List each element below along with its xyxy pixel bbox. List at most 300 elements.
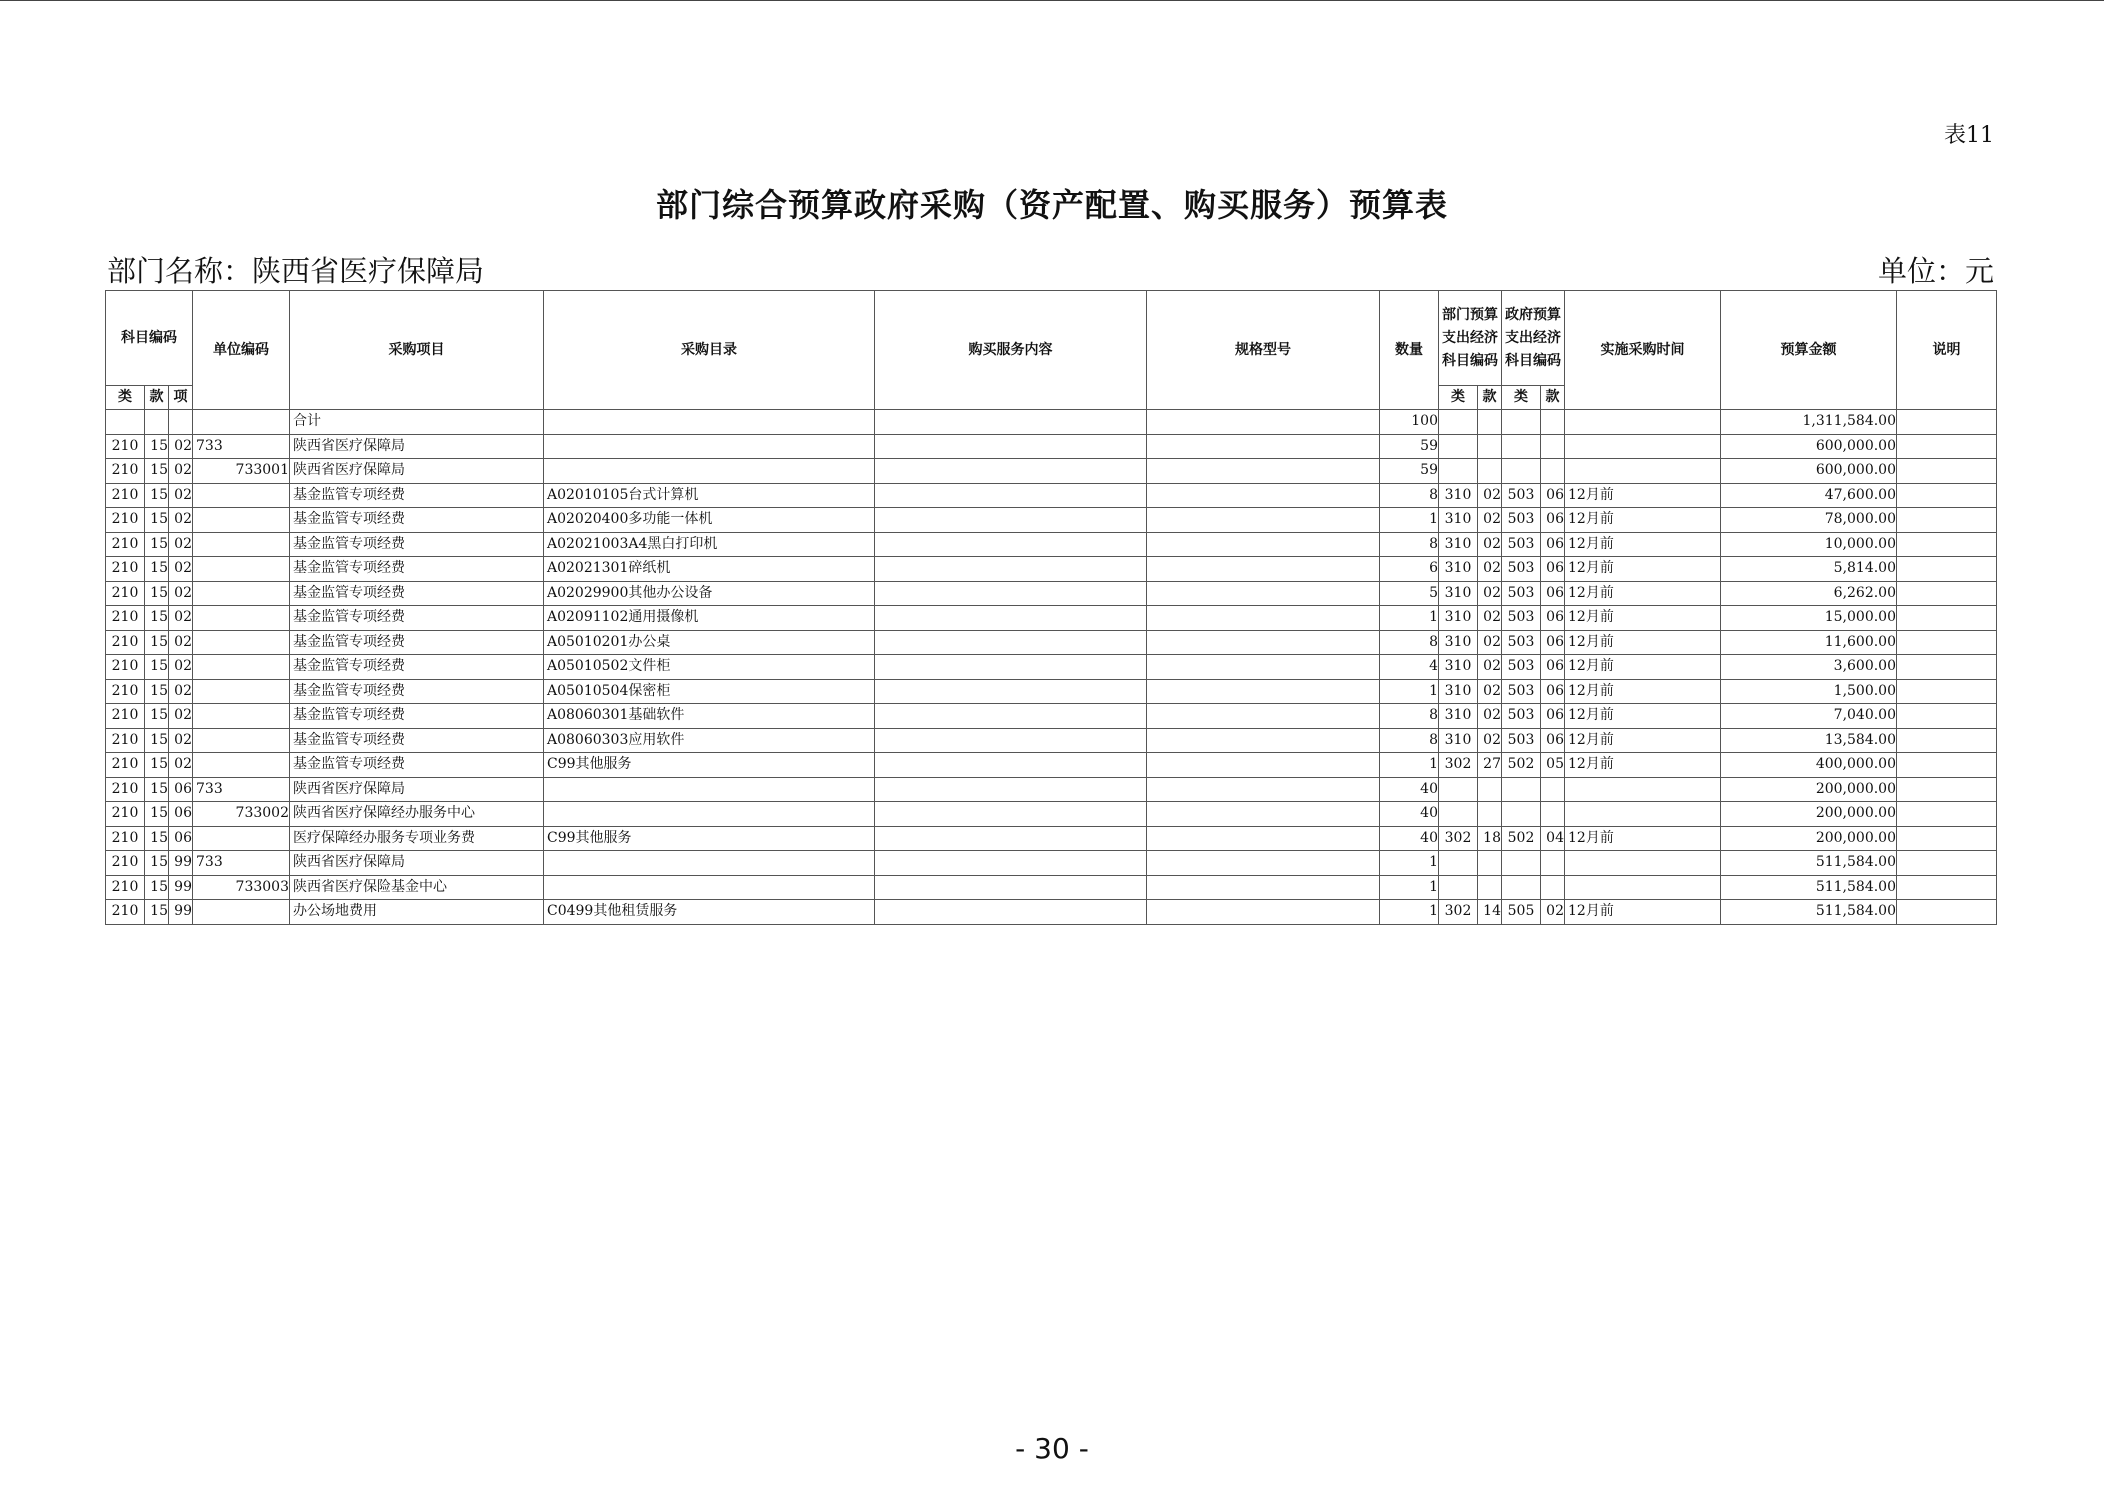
cell-lei: 210 (106, 679, 145, 704)
cell-kuan: 15 (145, 753, 169, 778)
header-dept-econ-line1: 部门预算 (1442, 306, 1498, 323)
cell-note (1897, 728, 1997, 753)
cell-unit-code: 733001 (193, 459, 290, 484)
cell-procurement-time: 12月前 (1565, 704, 1721, 729)
cell-lei: 210 (106, 875, 145, 900)
cell-note (1897, 459, 1997, 484)
cell-procurement-time: 12月前 (1565, 532, 1721, 557)
cell-unit-code: 733 (193, 434, 290, 459)
cell-procurement-time (1565, 434, 1721, 459)
cell-xiang: 02 (169, 508, 193, 533)
cell-gov-econ-lei (1502, 434, 1541, 459)
cell-spec-model (1147, 679, 1380, 704)
cell-unit-code (193, 606, 290, 631)
cell-dept-econ-kuan: 02 (1478, 606, 1502, 631)
cell-budget-amount: 3,600.00 (1721, 655, 1897, 680)
cell-xiang: 02 (169, 483, 193, 508)
table-row (106, 459, 1997, 484)
cell-procurement-item: 陕西省医疗保险基金中心 (290, 875, 544, 900)
cell-dept-econ-lei: 310 (1439, 655, 1478, 680)
cell-kuan: 15 (145, 704, 169, 729)
cell-note (1897, 851, 1997, 876)
cell-service-content (875, 630, 1147, 655)
cell-procurement-time (1565, 459, 1721, 484)
cell-dept-econ-lei (1439, 875, 1478, 900)
cell-dept-econ-lei (1439, 777, 1478, 802)
table-row (106, 606, 1997, 631)
cell-service-content (875, 728, 1147, 753)
cell-gov-econ-lei: 503 (1502, 532, 1541, 557)
top-border-line (0, 0, 2104, 1)
department-name: 部门名称：陕西省医疗保障局 (107, 254, 485, 288)
cell-service-content (875, 851, 1147, 876)
table-row (106, 630, 1997, 655)
cell-gov-econ-lei (1502, 777, 1541, 802)
cell-procurement-time: 12月前 (1565, 581, 1721, 606)
cell-dept-econ-lei: 310 (1439, 704, 1478, 729)
cell-procurement-catalog (544, 875, 875, 900)
cell-unit-code (193, 753, 290, 778)
cell-xiang: 02 (169, 434, 193, 459)
cell-procurement-catalog: C0499其他租赁服务 (544, 900, 875, 925)
cell-lei: 210 (106, 630, 145, 655)
cell-spec-model (1147, 875, 1380, 900)
cell-xiang: 02 (169, 557, 193, 582)
cell-unit-code (193, 532, 290, 557)
cell-dept-econ-kuan: 02 (1478, 557, 1502, 582)
cell-dept-econ-kuan: 27 (1478, 753, 1502, 778)
header-note: 说明 (1897, 291, 1997, 410)
currency-unit: 单位：元 (1877, 254, 1994, 288)
cell-gov-econ-kuan (1541, 410, 1565, 435)
cell-kuan: 15 (145, 581, 169, 606)
cell-service-content (875, 557, 1147, 582)
cell-kuan: 15 (145, 875, 169, 900)
table-row (106, 851, 1997, 876)
table-number: 表11 (1944, 123, 1994, 148)
header-kuan: 款 (145, 386, 169, 410)
cell-quantity: 8 (1380, 704, 1439, 729)
table-row (106, 532, 1997, 557)
header-procurement-item: 采购项目 (290, 291, 544, 410)
cell-lei: 210 (106, 508, 145, 533)
cell-quantity: 6 (1380, 557, 1439, 582)
header-spec-model: 规格型号 (1147, 291, 1380, 410)
cell-service-content (875, 508, 1147, 533)
cell-procurement-catalog: A02021003A4黑白打印机 (544, 532, 875, 557)
cell-dept-econ-kuan (1478, 802, 1502, 827)
cell-procurement-time: 12月前 (1565, 483, 1721, 508)
cell-dept-econ-kuan: 02 (1478, 532, 1502, 557)
cell-procurement-item: 基金监管专项经费 (290, 728, 544, 753)
table-row (106, 826, 1997, 851)
cell-quantity: 1 (1380, 508, 1439, 533)
cell-procurement-time: 12月前 (1565, 630, 1721, 655)
cell-note (1897, 802, 1997, 827)
cell-unit-code: 733003 (193, 875, 290, 900)
cell-quantity: 1 (1380, 679, 1439, 704)
table-row (106, 802, 1997, 827)
cell-xiang: 02 (169, 581, 193, 606)
cell-unit-code (193, 704, 290, 729)
cell-dept-econ-lei: 310 (1439, 728, 1478, 753)
cell-gov-econ-lei: 503 (1502, 704, 1541, 729)
cell-quantity: 4 (1380, 655, 1439, 680)
cell-gov-econ-lei: 503 (1502, 606, 1541, 631)
cell-kuan: 15 (145, 606, 169, 631)
cell-dept-econ-kuan: 02 (1478, 728, 1502, 753)
table-row (106, 483, 1997, 508)
cell-unit-code: 733002 (193, 802, 290, 827)
table-row (106, 508, 1997, 533)
cell-note (1897, 826, 1997, 851)
cell-gov-econ-kuan: 06 (1541, 606, 1565, 631)
cell-gov-econ-kuan: 06 (1541, 483, 1565, 508)
cell-dept-econ-lei: 310 (1439, 630, 1478, 655)
cell-gov-econ-lei: 503 (1502, 728, 1541, 753)
cell-kuan: 15 (145, 851, 169, 876)
header-gov-econ-line3: 科目编码 (1505, 352, 1561, 369)
header-unit-code: 单位编码 (193, 291, 290, 410)
cell-procurement-catalog: A05010502文件柜 (544, 655, 875, 680)
cell-note (1897, 900, 1997, 925)
cell-spec-model (1147, 728, 1380, 753)
cell-quantity: 8 (1380, 728, 1439, 753)
cell-budget-amount: 600,000.00 (1721, 459, 1897, 484)
cell-quantity: 1 (1380, 875, 1439, 900)
cell-kuan: 15 (145, 728, 169, 753)
cell-xiang: 06 (169, 802, 193, 827)
cell-xiang: 06 (169, 777, 193, 802)
table-row (106, 875, 1997, 900)
cell-lei: 210 (106, 704, 145, 729)
cell-procurement-item: 基金监管专项经费 (290, 508, 544, 533)
cell-dept-econ-lei: 310 (1439, 508, 1478, 533)
cell-procurement-catalog: A02020400多功能一体机 (544, 508, 875, 533)
cell-procurement-item: 基金监管专项经费 (290, 581, 544, 606)
header-service-content: 购买服务内容 (875, 291, 1147, 410)
cell-spec-model (1147, 900, 1380, 925)
header-gov-econ-line2: 支出经济 (1505, 329, 1561, 346)
cell-gov-econ-kuan (1541, 802, 1565, 827)
cell-lei: 210 (106, 434, 145, 459)
cell-procurement-catalog: A05010504保密柜 (544, 679, 875, 704)
cell-kuan: 15 (145, 532, 169, 557)
cell-procurement-catalog: A08060303应用软件 (544, 728, 875, 753)
cell-note (1897, 606, 1997, 631)
cell-note (1897, 410, 1997, 435)
cell-budget-amount: 13,584.00 (1721, 728, 1897, 753)
cell-procurement-item: 基金监管专项经费 (290, 704, 544, 729)
cell-budget-amount: 200,000.00 (1721, 802, 1897, 827)
cell-xiang: 02 (169, 459, 193, 484)
cell-dept-econ-lei: 310 (1439, 532, 1478, 557)
cell-procurement-catalog: A02029900其他办公设备 (544, 581, 875, 606)
cell-dept-econ-lei: 310 (1439, 679, 1478, 704)
cell-spec-model (1147, 410, 1380, 435)
cell-budget-amount: 5,814.00 (1721, 557, 1897, 582)
header-quantity: 数量 (1380, 291, 1439, 410)
cell-gov-econ-kuan (1541, 851, 1565, 876)
header-lei: 类 (106, 386, 145, 410)
cell-kuan: 15 (145, 459, 169, 484)
cell-spec-model (1147, 802, 1380, 827)
cell-procurement-item: 基金监管专项经费 (290, 655, 544, 680)
cell-unit-code (193, 900, 290, 925)
cell-gov-econ-lei: 505 (1502, 900, 1541, 925)
cell-procurement-item: 陕西省医疗保障局 (290, 434, 544, 459)
header-dept-econ-line3: 科目编码 (1442, 352, 1498, 369)
cell-budget-amount: 78,000.00 (1721, 508, 1897, 533)
cell-spec-model (1147, 483, 1380, 508)
cell-lei: 210 (106, 900, 145, 925)
cell-xiang: 99 (169, 900, 193, 925)
cell-dept-econ-kuan: 02 (1478, 508, 1502, 533)
cell-quantity: 8 (1380, 532, 1439, 557)
cell-budget-amount: 511,584.00 (1721, 875, 1897, 900)
cell-gov-econ-lei (1502, 459, 1541, 484)
cell-procurement-catalog (544, 410, 875, 435)
cell-unit-code (193, 679, 290, 704)
cell-service-content (875, 704, 1147, 729)
cell-spec-model (1147, 606, 1380, 631)
cell-gov-econ-kuan: 06 (1541, 679, 1565, 704)
cell-gov-econ-kuan: 06 (1541, 581, 1565, 606)
cell-lei: 210 (106, 581, 145, 606)
cell-spec-model (1147, 508, 1380, 533)
cell-lei: 210 (106, 753, 145, 778)
cell-spec-model (1147, 655, 1380, 680)
cell-gov-econ-kuan: 06 (1541, 630, 1565, 655)
cell-lei: 210 (106, 777, 145, 802)
cell-procurement-catalog: A05010201办公桌 (544, 630, 875, 655)
cell-budget-amount: 1,311,584.00 (1721, 410, 1897, 435)
cell-dept-econ-kuan: 02 (1478, 630, 1502, 655)
cell-procurement-catalog: C99其他服务 (544, 826, 875, 851)
cell-dept-econ-lei: 310 (1439, 557, 1478, 582)
header-subject-code: 科目编码 (106, 291, 193, 386)
cell-procurement-catalog: A02091102通用摄像机 (544, 606, 875, 631)
cell-procurement-item: 基金监管专项经费 (290, 630, 544, 655)
cell-gov-econ-kuan: 06 (1541, 508, 1565, 533)
table-row (106, 753, 1997, 778)
cell-dept-econ-kuan (1478, 459, 1502, 484)
cell-dept-econ-kuan: 02 (1478, 581, 1502, 606)
cell-dept-econ-kuan: 02 (1478, 655, 1502, 680)
cell-unit-code (193, 630, 290, 655)
cell-dept-econ-kuan (1478, 851, 1502, 876)
cell-xiang: 02 (169, 753, 193, 778)
cell-note (1897, 777, 1997, 802)
cell-quantity: 1 (1380, 851, 1439, 876)
cell-spec-model (1147, 459, 1380, 484)
cell-gov-econ-lei (1502, 875, 1541, 900)
cell-budget-amount: 10,000.00 (1721, 532, 1897, 557)
cell-note (1897, 581, 1997, 606)
cell-procurement-catalog: A02021301碎纸机 (544, 557, 875, 582)
header-dept-econ-line2: 支出经济 (1442, 329, 1498, 346)
cell-dept-econ-kuan (1478, 875, 1502, 900)
cell-gov-econ-lei: 502 (1502, 826, 1541, 851)
cell-dept-econ-lei: 310 (1439, 581, 1478, 606)
cell-service-content (875, 679, 1147, 704)
cell-unit-code (193, 655, 290, 680)
header-procurement-time: 实施采购时间 (1565, 291, 1721, 410)
cell-kuan: 15 (145, 777, 169, 802)
cell-dept-econ-lei (1439, 851, 1478, 876)
table-row (106, 557, 1997, 582)
header-budget-amount: 预算金额 (1721, 291, 1897, 410)
cell-service-content (875, 802, 1147, 827)
page-number: - 30 - (1015, 1432, 1089, 1465)
cell-procurement-time (1565, 777, 1721, 802)
cell-gov-econ-lei: 503 (1502, 630, 1541, 655)
cell-unit-code (193, 508, 290, 533)
cell-service-content (875, 532, 1147, 557)
cell-gov-econ-lei: 503 (1502, 557, 1541, 582)
cell-quantity: 1 (1380, 900, 1439, 925)
cell-procurement-item: 基金监管专项经费 (290, 483, 544, 508)
cell-procurement-item: 合计 (290, 410, 544, 435)
cell-quantity: 40 (1380, 802, 1439, 827)
cell-dept-econ-kuan: 02 (1478, 679, 1502, 704)
cell-note (1897, 704, 1997, 729)
header-xiang: 项 (169, 386, 193, 410)
cell-procurement-catalog: A08060301基础软件 (544, 704, 875, 729)
cell-procurement-time (1565, 410, 1721, 435)
table-row (106, 581, 1997, 606)
cell-xiang: 02 (169, 606, 193, 631)
cell-budget-amount: 600,000.00 (1721, 434, 1897, 459)
cell-quantity: 40 (1380, 826, 1439, 851)
cell-dept-econ-kuan: 14 (1478, 900, 1502, 925)
cell-budget-amount: 7,040.00 (1721, 704, 1897, 729)
header-dept-econ-code (1439, 291, 1502, 386)
cell-lei: 210 (106, 532, 145, 557)
cell-spec-model (1147, 557, 1380, 582)
cell-xiang: 02 (169, 704, 193, 729)
cell-kuan: 15 (145, 900, 169, 925)
cell-gov-econ-kuan (1541, 875, 1565, 900)
cell-budget-amount: 11,600.00 (1721, 630, 1897, 655)
cell-gov-econ-kuan: 04 (1541, 826, 1565, 851)
cell-note (1897, 483, 1997, 508)
cell-quantity: 59 (1380, 459, 1439, 484)
cell-service-content (875, 777, 1147, 802)
cell-kuan: 15 (145, 508, 169, 533)
cell-gov-econ-kuan: 06 (1541, 557, 1565, 582)
cell-note (1897, 532, 1997, 557)
table-body (106, 410, 1997, 925)
cell-budget-amount: 511,584.00 (1721, 900, 1897, 925)
cell-procurement-catalog: C99其他服务 (544, 753, 875, 778)
cell-xiang (169, 410, 193, 435)
cell-procurement-time: 12月前 (1565, 606, 1721, 631)
cell-service-content (875, 753, 1147, 778)
cell-spec-model (1147, 851, 1380, 876)
cell-dept-econ-kuan (1478, 777, 1502, 802)
table-row (106, 679, 1997, 704)
cell-note (1897, 630, 1997, 655)
cell-unit-code (193, 410, 290, 435)
cell-gov-econ-kuan (1541, 777, 1565, 802)
cell-unit-code (193, 826, 290, 851)
cell-service-content (875, 826, 1147, 851)
cell-procurement-catalog: A02010105台式计算机 (544, 483, 875, 508)
cell-budget-amount: 511,584.00 (1721, 851, 1897, 876)
cell-procurement-time: 12月前 (1565, 900, 1721, 925)
cell-budget-amount: 1,500.00 (1721, 679, 1897, 704)
cell-gov-econ-kuan: 05 (1541, 753, 1565, 778)
page-title: 部门综合预算政府采购（资产配置、购买服务）预算表 (655, 186, 1448, 224)
procurement-budget-table (105, 290, 1997, 925)
cell-note (1897, 875, 1997, 900)
cell-procurement-item: 基金监管专项经费 (290, 679, 544, 704)
header-gov-kuan: 款 (1541, 386, 1565, 410)
cell-procurement-item: 办公场地费用 (290, 900, 544, 925)
header-procurement-catalog: 采购目录 (544, 291, 875, 410)
cell-note (1897, 679, 1997, 704)
cell-xiang: 02 (169, 679, 193, 704)
cell-dept-econ-lei (1439, 459, 1478, 484)
cell-lei: 210 (106, 606, 145, 631)
cell-procurement-item: 陕西省医疗保障局 (290, 851, 544, 876)
header-dept-kuan: 款 (1478, 386, 1502, 410)
cell-procurement-item: 基金监管专项经费 (290, 557, 544, 582)
cell-gov-econ-kuan: 06 (1541, 655, 1565, 680)
cell-service-content (875, 655, 1147, 680)
cell-procurement-time: 12月前 (1565, 753, 1721, 778)
cell-procurement-catalog (544, 851, 875, 876)
cell-xiang: 06 (169, 826, 193, 851)
cell-gov-econ-kuan: 06 (1541, 704, 1565, 729)
cell-service-content (875, 483, 1147, 508)
cell-quantity: 8 (1380, 483, 1439, 508)
cell-procurement-time: 12月前 (1565, 826, 1721, 851)
cell-gov-econ-lei: 503 (1502, 483, 1541, 508)
table-row (106, 655, 1997, 680)
cell-procurement-time (1565, 851, 1721, 876)
cell-procurement-item: 陕西省医疗保障局 (290, 459, 544, 484)
table-row (106, 728, 1997, 753)
cell-spec-model (1147, 826, 1380, 851)
cell-gov-econ-lei: 503 (1502, 508, 1541, 533)
cell-xiang: 99 (169, 851, 193, 876)
cell-gov-econ-kuan: 06 (1541, 728, 1565, 753)
cell-note (1897, 753, 1997, 778)
cell-dept-econ-lei (1439, 802, 1478, 827)
cell-procurement-catalog (544, 777, 875, 802)
cell-service-content (875, 581, 1147, 606)
cell-service-content (875, 434, 1147, 459)
cell-lei (106, 410, 145, 435)
cell-budget-amount: 6,262.00 (1721, 581, 1897, 606)
cell-lei: 210 (106, 557, 145, 582)
cell-procurement-catalog (544, 459, 875, 484)
cell-procurement-catalog (544, 434, 875, 459)
cell-quantity: 1 (1380, 606, 1439, 631)
cell-unit-code (193, 557, 290, 582)
cell-procurement-time: 12月前 (1565, 557, 1721, 582)
cell-lei: 210 (106, 851, 145, 876)
cell-gov-econ-lei: 503 (1502, 655, 1541, 680)
cell-dept-econ-kuan: 02 (1478, 704, 1502, 729)
cell-kuan: 15 (145, 802, 169, 827)
cell-quantity: 40 (1380, 777, 1439, 802)
cell-xiang: 99 (169, 875, 193, 900)
cell-dept-econ-lei: 310 (1439, 606, 1478, 631)
cell-lei: 210 (106, 728, 145, 753)
